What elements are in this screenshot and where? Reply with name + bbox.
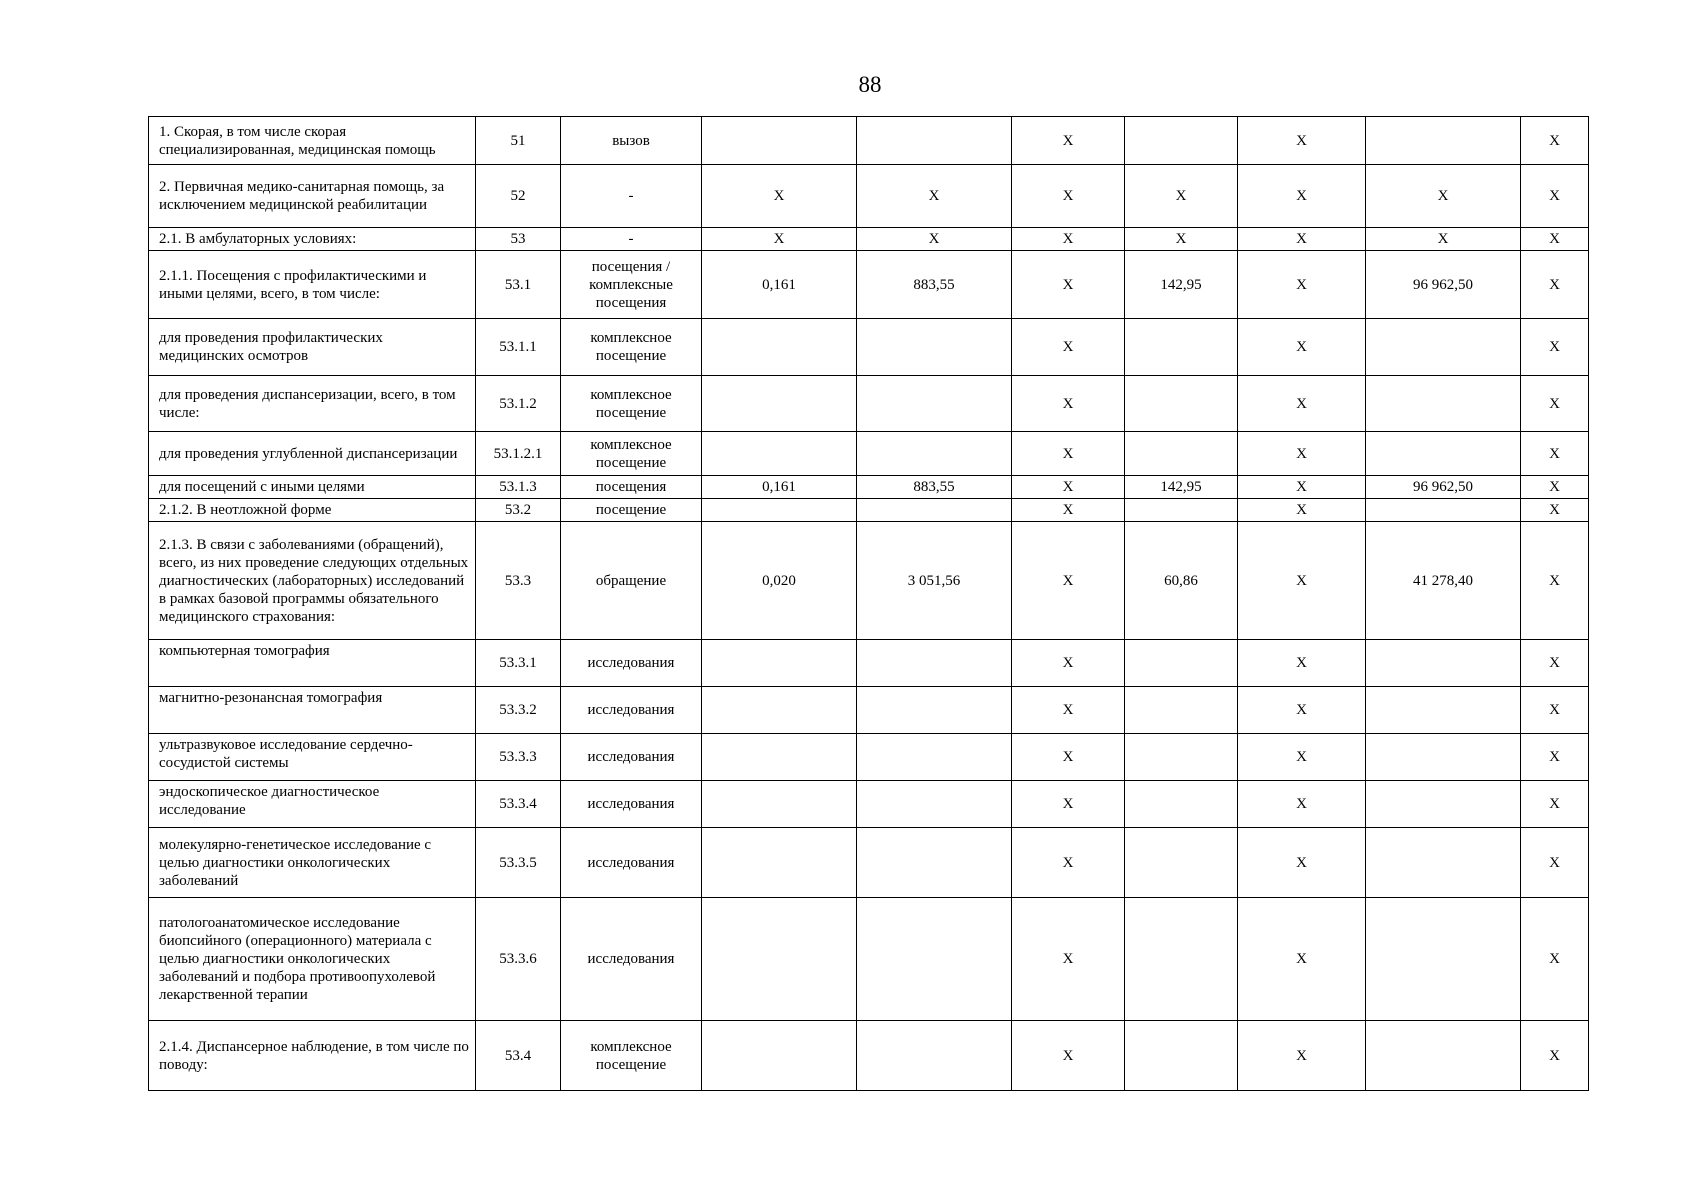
row-col-3: X <box>1012 499 1125 522</box>
row-col-4 <box>1125 781 1238 828</box>
row-col-3: X <box>1012 734 1125 781</box>
data-table <box>148 116 1589 1091</box>
table-row <box>149 522 1589 640</box>
row-code: 53.3.2 <box>476 687 561 734</box>
row-col-3: X <box>1012 251 1125 319</box>
row-unit: посещение <box>561 499 702 522</box>
table-row <box>149 165 1589 228</box>
row-name: для проведения профилактических медицинских осмотров <box>149 319 476 376</box>
row-col-1 <box>702 781 857 828</box>
row-name: для проведения диспансеризации, всего, в том числе: <box>149 376 476 432</box>
row-unit: - <box>561 228 702 251</box>
row-col-3: X <box>1012 319 1125 376</box>
row-col-2 <box>857 1021 1012 1091</box>
row-name: 2.1.3. В связи с заболеваниями (обращений), всего, из них проведение следующих отдельных диагностических (лабораторных) исследований в рамках базовой программы обязательного медицинского страхования: <box>149 522 476 640</box>
row-col-6 <box>1366 376 1521 432</box>
row-unit: комплексное посещение <box>561 1021 702 1091</box>
row-col-1 <box>702 734 857 781</box>
row-col-4 <box>1125 734 1238 781</box>
row-col-1 <box>702 687 857 734</box>
row-code: 53.1 <box>476 251 561 319</box>
row-col-1 <box>702 1021 857 1091</box>
row-col-4: 142,95 <box>1125 251 1238 319</box>
row-col-1 <box>702 117 857 165</box>
row-code: 53.4 <box>476 1021 561 1091</box>
row-col-4 <box>1125 687 1238 734</box>
row-col-6 <box>1366 432 1521 476</box>
row-col-5: X <box>1238 251 1366 319</box>
row-col-1 <box>702 640 857 687</box>
row-col-7: X <box>1521 251 1589 319</box>
row-unit: исследования <box>561 640 702 687</box>
row-col-2 <box>857 781 1012 828</box>
row-col-5: X <box>1238 432 1366 476</box>
row-name: 2.1.4. Диспансерное наблюдение, в том числе по поводу: <box>149 1021 476 1091</box>
row-unit: посещения <box>561 476 702 499</box>
table-row <box>149 319 1589 376</box>
row-name: эндоскопическое диагностическое исследование <box>149 781 476 828</box>
row-col-7: X <box>1521 499 1589 522</box>
row-col-3: X <box>1012 432 1125 476</box>
row-col-5: X <box>1238 165 1366 228</box>
table-row <box>149 251 1589 319</box>
row-col-1: 0,020 <box>702 522 857 640</box>
row-code: 53 <box>476 228 561 251</box>
row-col-2: X <box>857 165 1012 228</box>
row-name: компьютерная томография <box>149 640 476 687</box>
row-col-1 <box>702 898 857 1021</box>
row-col-7: X <box>1521 734 1589 781</box>
row-col-5: X <box>1238 640 1366 687</box>
row-col-5: X <box>1238 476 1366 499</box>
row-name: 2.1.1. Посещения с профилактическими и иными целями, всего, в том числе: <box>149 251 476 319</box>
row-col-3: X <box>1012 376 1125 432</box>
row-col-7: X <box>1521 165 1589 228</box>
table-row <box>149 499 1589 522</box>
row-name: 2.1.2. В неотложной форме <box>149 499 476 522</box>
row-col-5: X <box>1238 522 1366 640</box>
row-col-4 <box>1125 432 1238 476</box>
row-name: 1. Скорая, в том числе скорая специализированная, медицинская помощь <box>149 117 476 165</box>
row-col-4 <box>1125 1021 1238 1091</box>
row-col-7: X <box>1521 1021 1589 1091</box>
row-col-6: 41 278,40 <box>1366 522 1521 640</box>
row-col-7: X <box>1521 898 1589 1021</box>
table-row <box>149 117 1589 165</box>
row-col-2 <box>857 499 1012 522</box>
table-row <box>149 640 1589 687</box>
row-col-2 <box>857 319 1012 376</box>
row-col-5: X <box>1238 319 1366 376</box>
row-col-3: X <box>1012 522 1125 640</box>
row-col-1 <box>702 499 857 522</box>
row-unit: обращение <box>561 522 702 640</box>
row-unit: исследования <box>561 828 702 898</box>
page-number: 88 <box>858 72 882 97</box>
row-col-5: X <box>1238 1021 1366 1091</box>
table-row <box>149 476 1589 499</box>
row-col-7: X <box>1521 828 1589 898</box>
row-code: 53.3.1 <box>476 640 561 687</box>
row-unit: комплексное посещение <box>561 376 702 432</box>
row-col-4 <box>1125 499 1238 522</box>
row-col-6 <box>1366 1021 1521 1091</box>
row-name: для посещений с иными целями <box>149 476 476 499</box>
row-col-7: X <box>1521 319 1589 376</box>
row-col-6 <box>1366 499 1521 522</box>
row-col-2: 883,55 <box>857 476 1012 499</box>
row-col-6 <box>1366 781 1521 828</box>
row-unit: посещения / комплексные посещения <box>561 251 702 319</box>
row-col-2 <box>857 828 1012 898</box>
table-row <box>149 1021 1589 1091</box>
row-col-5: X <box>1238 828 1366 898</box>
row-col-1: X <box>702 165 857 228</box>
row-unit: вызов <box>561 117 702 165</box>
row-col-7: X <box>1521 228 1589 251</box>
row-col-7: X <box>1521 781 1589 828</box>
row-col-3: X <box>1012 640 1125 687</box>
row-col-7: X <box>1521 117 1589 165</box>
row-name: молекулярно-генетическое исследование с целью диагностики онкологических заболеваний <box>149 828 476 898</box>
row-code: 53.1.3 <box>476 476 561 499</box>
row-unit: исследования <box>561 898 702 1021</box>
row-col-4 <box>1125 640 1238 687</box>
row-col-5: X <box>1238 734 1366 781</box>
row-col-5: X <box>1238 687 1366 734</box>
row-name: 2. Первичная медико-санитарная помощь, за исключением медицинской реабилитации <box>149 165 476 228</box>
row-col-2 <box>857 898 1012 1021</box>
row-unit: - <box>561 165 702 228</box>
row-unit: комплексное посещение <box>561 319 702 376</box>
table-row <box>149 781 1589 828</box>
row-code: 53.1.2.1 <box>476 432 561 476</box>
row-col-1 <box>702 432 857 476</box>
row-col-5: X <box>1238 117 1366 165</box>
row-col-5: X <box>1238 376 1366 432</box>
row-col-3: X <box>1012 228 1125 251</box>
row-col-7: X <box>1521 476 1589 499</box>
row-col-3: X <box>1012 898 1125 1021</box>
row-col-3: X <box>1012 828 1125 898</box>
row-col-4 <box>1125 319 1238 376</box>
row-col-5: X <box>1238 499 1366 522</box>
row-col-4: 60,86 <box>1125 522 1238 640</box>
table-row <box>149 432 1589 476</box>
row-col-6: X <box>1366 228 1521 251</box>
row-col-2 <box>857 640 1012 687</box>
row-col-3: X <box>1012 476 1125 499</box>
row-name: 2.1. В амбулаторных условиях: <box>149 228 476 251</box>
row-code: 53.3.5 <box>476 828 561 898</box>
row-name: патологоанатомическое исследование биопсийного (операционного) материала с целью диагностики онкологических заболеваний и подбора противоопухолевой лекарственной терапии <box>149 898 476 1021</box>
row-col-4 <box>1125 376 1238 432</box>
row-code: 51 <box>476 117 561 165</box>
row-col-1 <box>702 319 857 376</box>
row-col-7: X <box>1521 432 1589 476</box>
row-col-6 <box>1366 687 1521 734</box>
table-row <box>149 898 1589 1021</box>
row-col-2 <box>857 117 1012 165</box>
table-row <box>149 734 1589 781</box>
row-unit: исследования <box>561 734 702 781</box>
table-row <box>149 828 1589 898</box>
row-col-4 <box>1125 898 1238 1021</box>
row-code: 52 <box>476 165 561 228</box>
row-col-7: X <box>1521 640 1589 687</box>
row-code: 53.3.6 <box>476 898 561 1021</box>
row-name: для проведения углубленной диспансеризации <box>149 432 476 476</box>
row-col-6 <box>1366 640 1521 687</box>
row-col-6: X <box>1366 165 1521 228</box>
row-col-1: 0,161 <box>702 476 857 499</box>
row-col-6 <box>1366 828 1521 898</box>
row-col-3: X <box>1012 781 1125 828</box>
row-col-6: 96 962,50 <box>1366 251 1521 319</box>
row-unit: исследования <box>561 687 702 734</box>
row-col-6 <box>1366 734 1521 781</box>
row-code: 53.3.4 <box>476 781 561 828</box>
row-col-7: X <box>1521 376 1589 432</box>
row-col-7: X <box>1521 522 1589 640</box>
row-col-4: 142,95 <box>1125 476 1238 499</box>
row-col-5: X <box>1238 898 1366 1021</box>
row-col-4: X <box>1125 228 1238 251</box>
table-row <box>149 687 1589 734</box>
row-col-2: 883,55 <box>857 251 1012 319</box>
row-col-2: X <box>857 228 1012 251</box>
row-col-4 <box>1125 117 1238 165</box>
row-col-3: X <box>1012 687 1125 734</box>
row-col-2 <box>857 687 1012 734</box>
row-col-5: X <box>1238 781 1366 828</box>
row-unit: комплексное посещение <box>561 432 702 476</box>
row-col-2 <box>857 376 1012 432</box>
row-col-3: X <box>1012 165 1125 228</box>
row-col-7: X <box>1521 687 1589 734</box>
row-col-5: X <box>1238 228 1366 251</box>
row-col-6: 96 962,50 <box>1366 476 1521 499</box>
row-col-2 <box>857 432 1012 476</box>
row-name: магнитно-резонансная томография <box>149 687 476 734</box>
row-col-4: X <box>1125 165 1238 228</box>
table-row <box>149 228 1589 251</box>
row-col-1: X <box>702 228 857 251</box>
row-code: 53.1.1 <box>476 319 561 376</box>
row-col-1 <box>702 828 857 898</box>
row-col-2: 3 051,56 <box>857 522 1012 640</box>
row-col-6 <box>1366 898 1521 1021</box>
row-col-3: X <box>1012 117 1125 165</box>
row-code: 53.2 <box>476 499 561 522</box>
row-unit: исследования <box>561 781 702 828</box>
row-col-6 <box>1366 319 1521 376</box>
row-code: 53.1.2 <box>476 376 561 432</box>
row-col-1: 0,161 <box>702 251 857 319</box>
row-code: 53.3.3 <box>476 734 561 781</box>
row-code: 53.3 <box>476 522 561 640</box>
row-col-2 <box>857 734 1012 781</box>
row-col-6 <box>1366 117 1521 165</box>
row-name: ультразвуковое исследование сердечно-сосудистой системы <box>149 734 476 781</box>
row-col-1 <box>702 376 857 432</box>
row-col-3: X <box>1012 1021 1125 1091</box>
row-col-4 <box>1125 828 1238 898</box>
table-row <box>149 376 1589 432</box>
